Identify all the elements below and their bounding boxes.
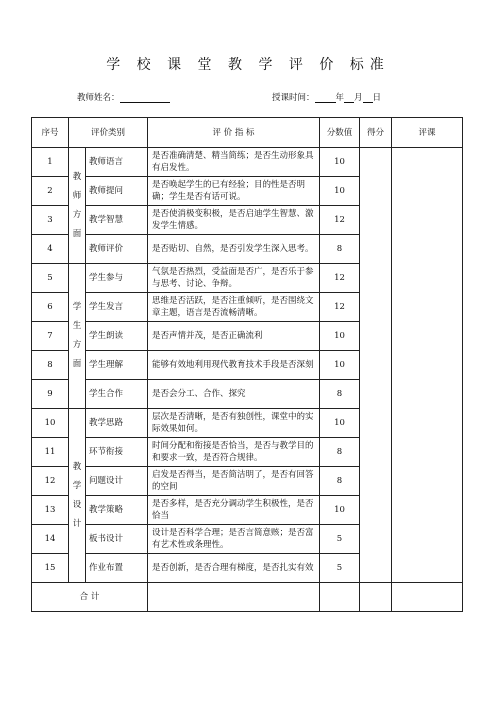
row-index: 1 xyxy=(32,148,69,177)
row-indicator: 是否使消极变积极，是否启迪学生智慧、激发学生情感。 xyxy=(148,206,320,235)
row-value: 5 xyxy=(320,525,360,554)
row-index: 15 xyxy=(32,554,69,583)
header-score-value: 分数值 xyxy=(320,118,360,148)
row-index: 8 xyxy=(32,351,69,380)
comment-cell[interactable] xyxy=(392,148,463,583)
row-indicator: 设计是否科学合理；是否言简意赅；是否富有艺术性或条理性。 xyxy=(148,525,320,554)
group-char: 学 xyxy=(72,480,82,491)
teacher-name-blank[interactable] xyxy=(120,93,170,103)
group-char: 教 xyxy=(72,461,82,472)
group-char: 面 xyxy=(72,228,82,239)
lesson-time-line xyxy=(272,91,381,103)
row-index: 10 xyxy=(32,409,69,438)
group-char: 面 xyxy=(72,359,82,369)
score-cell[interactable] xyxy=(360,148,392,583)
row-index: 4 xyxy=(32,235,69,264)
row-indicator: 能够有效地利用现代教育技术手段是否深刻 xyxy=(148,351,320,380)
row-category: 教学策略 xyxy=(86,496,148,525)
header-category: 评价类别 xyxy=(69,118,148,148)
total-comment-cell[interactable] xyxy=(392,583,463,612)
row-index: 2 xyxy=(32,177,69,206)
row-value: 10 xyxy=(320,322,360,351)
teacher-name-line xyxy=(77,91,170,103)
row-value: 12 xyxy=(320,264,360,293)
row-indicator: 是否声情并茂，是否正确流利 xyxy=(148,322,320,351)
row-value: 12 xyxy=(320,206,360,235)
row-category: 学生理解 xyxy=(86,351,148,380)
row-value: 12 xyxy=(320,293,360,322)
row-value: 8 xyxy=(320,438,360,467)
group-char: 方 xyxy=(72,340,82,350)
row-value: 8 xyxy=(320,235,360,264)
row-indicator: 启发是否得当，是否简洁明了，是否有回答的空间 xyxy=(148,467,320,496)
row-index: 9 xyxy=(32,380,69,409)
row-indicator: 是否创新，是否合理有梯度，是否扎实有效 xyxy=(148,554,320,583)
row-index: 14 xyxy=(32,525,69,554)
year-blank[interactable] xyxy=(315,93,336,103)
row-value: 10 xyxy=(320,177,360,206)
month-label: 月 xyxy=(354,93,363,103)
evaluation-table xyxy=(31,117,463,612)
total-indicator-cell xyxy=(148,583,320,612)
row-index: 3 xyxy=(32,206,69,235)
header-index: 序号 xyxy=(32,118,69,148)
row-indicator: 是否多样，是否充分调动学生积极性，是否恰当 xyxy=(148,496,320,525)
row-indicator: 是否贴切、自然，是否引发学生深入思考。 xyxy=(148,235,320,264)
row-category: 问题设计 xyxy=(86,467,148,496)
row-category: 学生参与 xyxy=(86,264,148,293)
row-index: 12 xyxy=(32,467,69,496)
row-category: 教师语言 xyxy=(86,148,148,177)
header-score: 得分 xyxy=(360,118,392,148)
total-label: 合 计 xyxy=(32,583,148,612)
row-indicator: 气氛是否热烈，受益面是否广，是否乐于参与思考、讨论、争辩。 xyxy=(148,264,320,293)
row-value: 10 xyxy=(320,148,360,177)
group-char: 学 xyxy=(72,302,82,312)
row-category: 学生发言 xyxy=(86,293,148,322)
row-indicator: 思维是否活跃，是否注重倾听，是否围绕文章主题，语言是否流畅清晰。 xyxy=(148,293,320,322)
month-blank[interactable] xyxy=(344,93,354,103)
group-char: 方 xyxy=(72,209,82,220)
header-comment: 评课 xyxy=(392,118,463,148)
row-index: 7 xyxy=(32,322,69,351)
row-category: 教师评价 xyxy=(86,235,148,264)
day-label: 日 xyxy=(372,93,382,103)
row-value: 5 xyxy=(320,554,360,583)
total-score-cell[interactable] xyxy=(360,583,392,612)
row-category: 作业布置 xyxy=(86,554,148,583)
total-value-cell[interactable] xyxy=(320,583,360,612)
row-value: 10 xyxy=(320,409,360,438)
group-student xyxy=(69,264,86,409)
group-char: 设 xyxy=(72,499,82,510)
lesson-time-label: 授课时间： xyxy=(272,93,315,103)
row-category: 环节衔接 xyxy=(86,438,148,467)
row-category: 板书设计 xyxy=(86,525,148,554)
group-char: 生 xyxy=(72,321,82,331)
group-char: 师 xyxy=(72,190,82,201)
row-category: 学生合作 xyxy=(86,380,148,409)
table-row xyxy=(32,148,463,177)
row-category: 教师提问 xyxy=(86,177,148,206)
year-label: 年 xyxy=(335,93,345,103)
row-value: 10 xyxy=(320,351,360,380)
header-indicator: 评 价 指 标 xyxy=(148,118,320,148)
group-design xyxy=(69,409,86,583)
row-category: 教学智慧 xyxy=(86,206,148,235)
row-index: 6 xyxy=(32,293,69,322)
day-blank[interactable] xyxy=(363,93,373,103)
group-char: 计 xyxy=(72,518,82,529)
row-indicator: 是否会分工、合作、探究 xyxy=(148,380,320,409)
row-category: 学生朗读 xyxy=(86,322,148,351)
total-row xyxy=(32,583,463,612)
group-teacher xyxy=(69,148,86,264)
teacher-name-label: 教师姓名： xyxy=(77,93,120,103)
row-index: 11 xyxy=(32,438,69,467)
row-indicator: 是否准确清楚、精当简练；是否生动形象具有启发性。 xyxy=(148,148,320,177)
row-indicator: 层次是否清晰，是否有独创性，课堂中的实际效果如何。 xyxy=(148,409,320,438)
row-value: 8 xyxy=(320,467,360,496)
page-title: 学 校 课 堂 教 学 评 价 标准 xyxy=(106,57,390,73)
row-category: 教学思路 xyxy=(86,409,148,438)
row-value: 8 xyxy=(320,380,360,409)
row-indicator: 是否唤起学生的已有经验；目的性是否明确；学生是否有话可说。 xyxy=(148,177,320,206)
row-indicator: 时间分配和衔接是否恰当，是否与教学目的和要求一致，是否符合规律。 xyxy=(148,438,320,467)
group-char: 教 xyxy=(72,171,82,182)
row-index: 13 xyxy=(32,496,69,525)
row-value: 10 xyxy=(320,496,360,525)
row-index: 5 xyxy=(32,264,69,293)
